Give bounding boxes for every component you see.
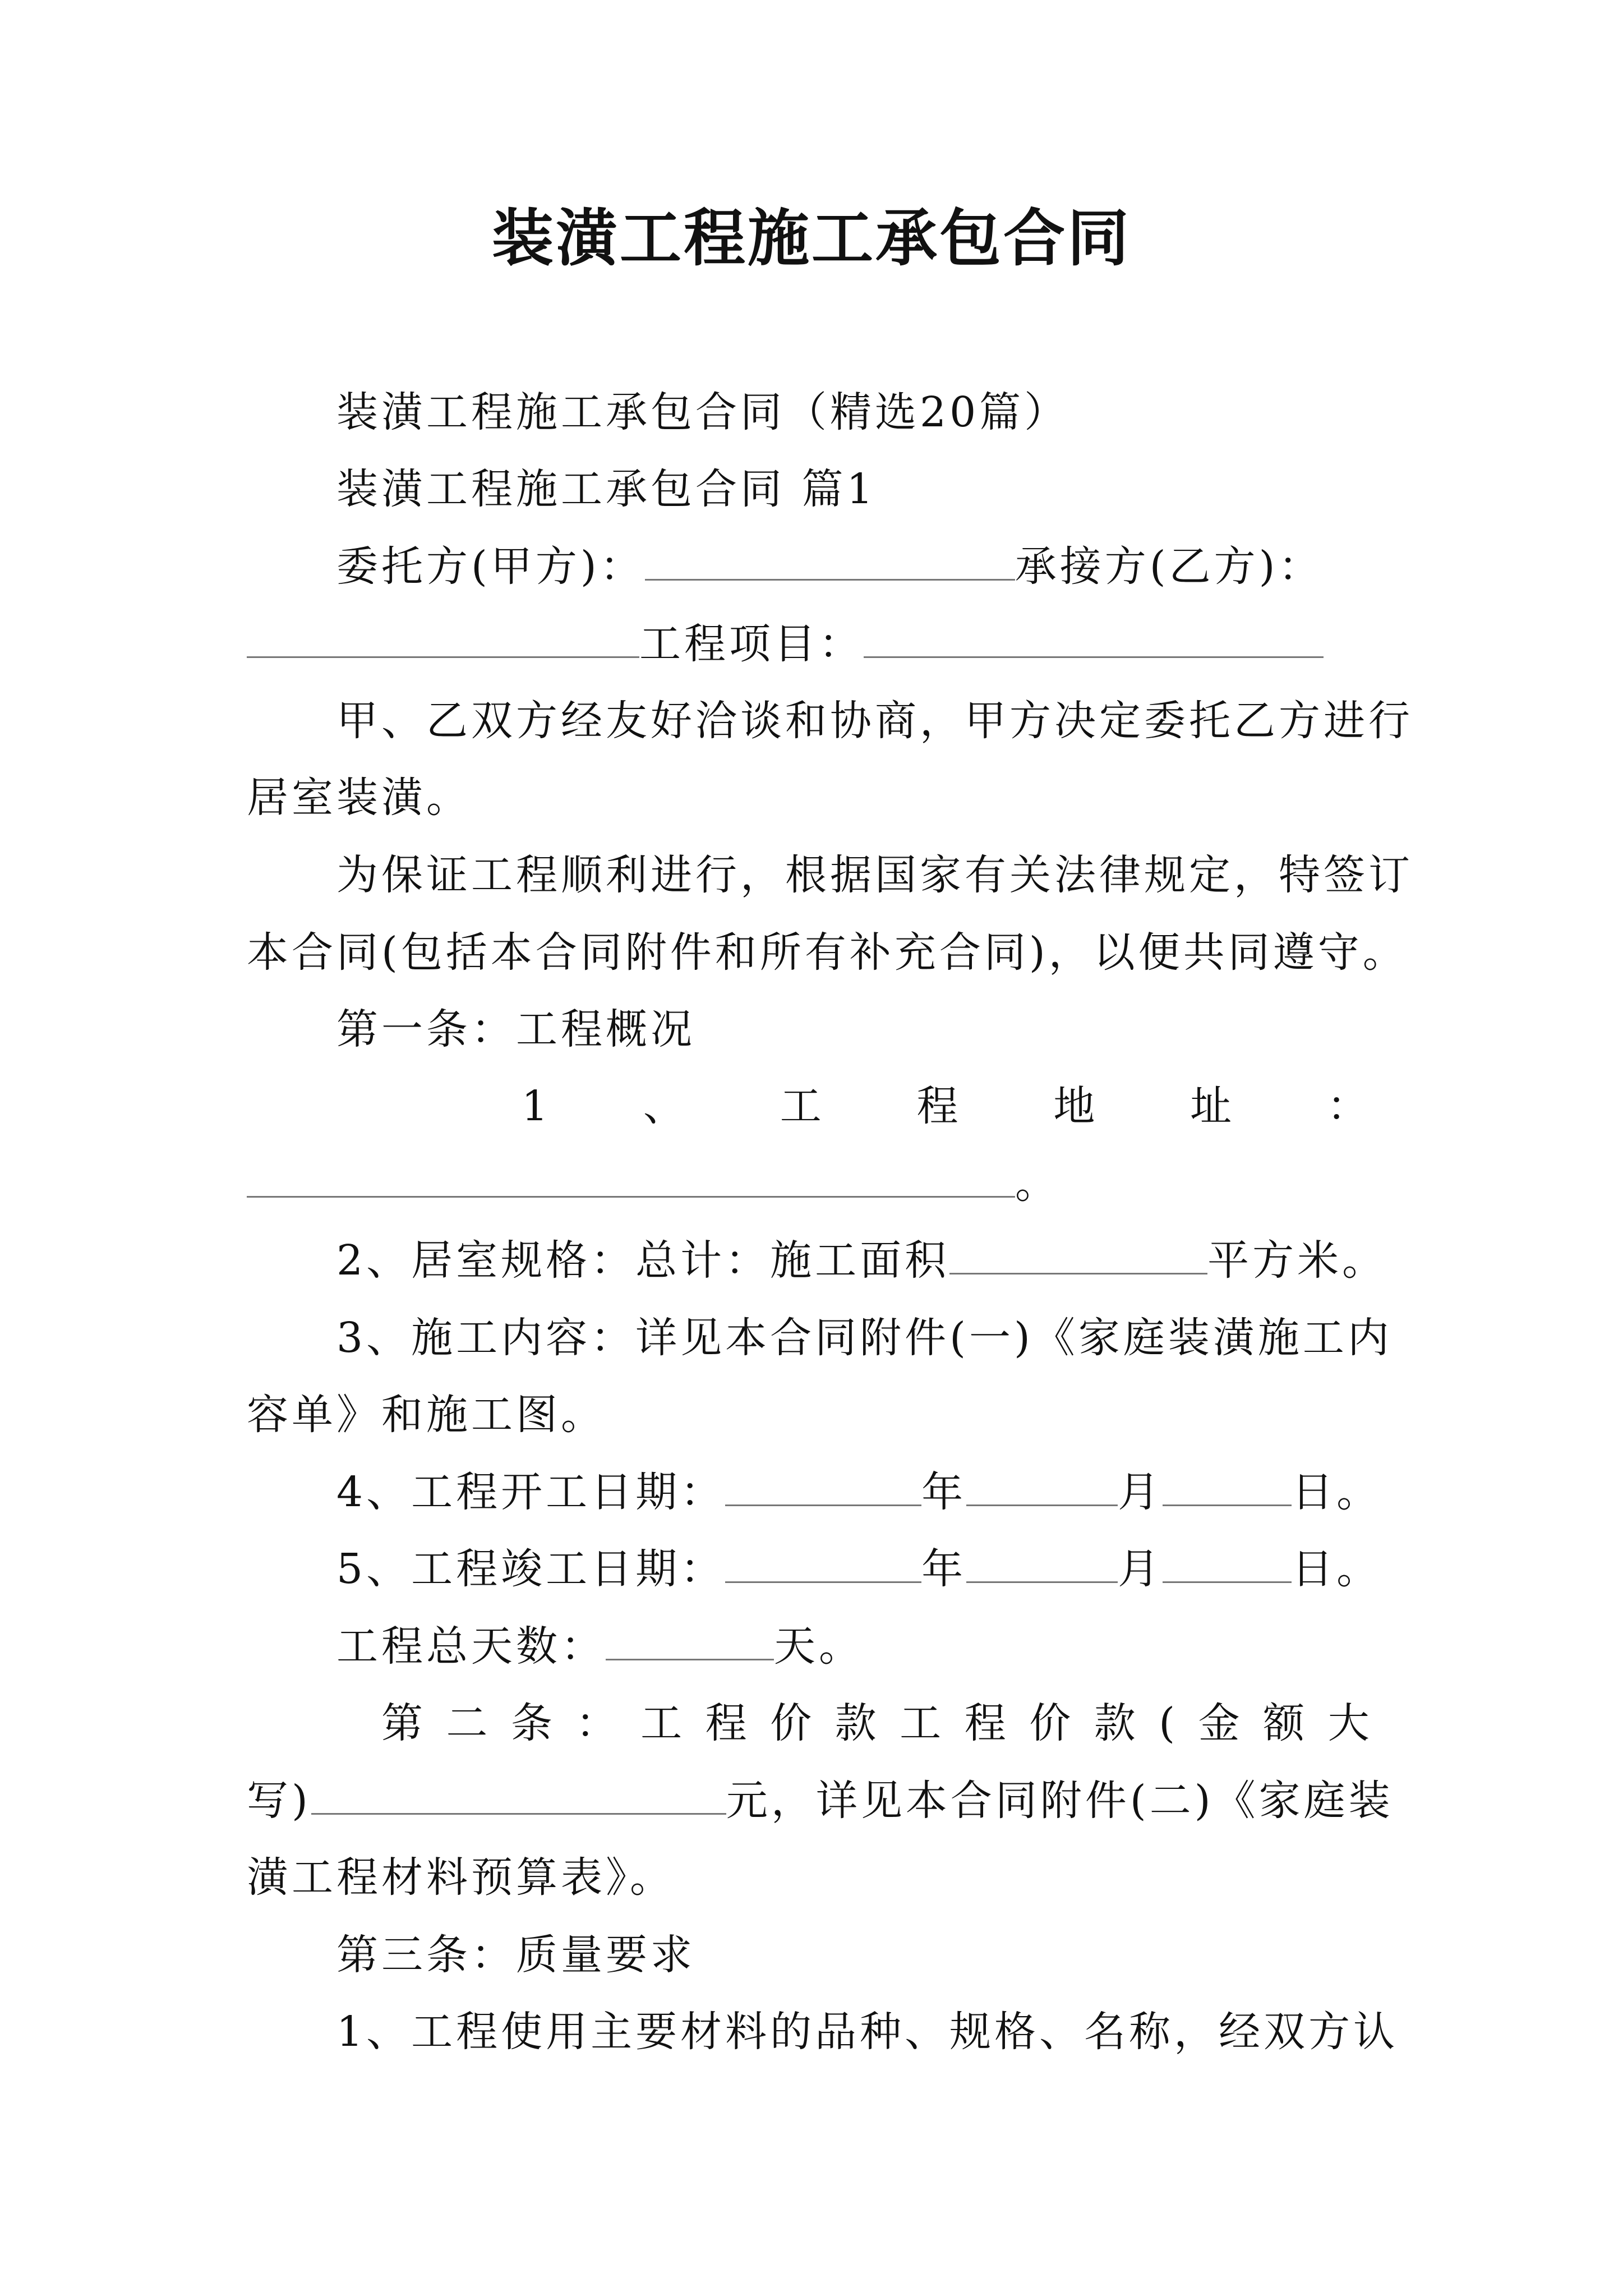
item-1-char: 、 bbox=[643, 1082, 685, 1130]
party-line bbox=[336, 539, 1324, 595]
address-blank[interactable] bbox=[247, 1157, 1015, 1198]
end-year-blank[interactable] bbox=[725, 1542, 921, 1583]
price-blank[interactable] bbox=[311, 1774, 726, 1815]
article-2-line-2 bbox=[247, 1773, 1394, 1829]
item-1-char: ： bbox=[1326, 1082, 1368, 1130]
project-line bbox=[247, 616, 1324, 672]
address-line bbox=[247, 1156, 1060, 1212]
article-2-line-3: 潢工程材料预算表》。 bbox=[247, 1853, 675, 1902]
article-3-heading: 第三条：质量要求 bbox=[336, 1931, 695, 1979]
article-2-line-1: 第 二 条 ： 工 程 价 款 工 程 价 款 ( 金 额 大 bbox=[381, 1699, 1375, 1747]
item-1-char: 地 bbox=[1053, 1082, 1095, 1130]
start-day-blank[interactable] bbox=[1163, 1465, 1292, 1506]
party-b-blank[interactable] bbox=[247, 617, 639, 658]
article-2-suffix: 元，详见本合同附件(二)《家庭装 bbox=[726, 1777, 1394, 1825]
total-days-line bbox=[336, 1618, 864, 1674]
item-2-suffix: 平方米。 bbox=[1207, 1236, 1387, 1285]
item-3-line-1: 3、施工内容：详见本合同附件(一)《家庭装潢施工内 bbox=[336, 1314, 1393, 1362]
total-days-suffix: 天。 bbox=[774, 1622, 864, 1671]
end-month-blank[interactable] bbox=[966, 1542, 1118, 1583]
area-blank[interactable] bbox=[949, 1234, 1207, 1274]
day-label: 日。 bbox=[1292, 1545, 1382, 1593]
total-days-label: 工程总天数： bbox=[336, 1622, 606, 1671]
year-label: 年 bbox=[921, 1545, 967, 1593]
party-a-blank[interactable] bbox=[645, 540, 1015, 581]
item-1-char: 1 bbox=[522, 1082, 548, 1130]
item-1-char: 工 bbox=[780, 1082, 822, 1130]
end-day-blank[interactable] bbox=[1163, 1542, 1292, 1583]
document-title: 装潢工程施工承包合同 bbox=[492, 202, 1131, 274]
start-year-blank[interactable] bbox=[725, 1465, 921, 1506]
project-label: 工程项目： bbox=[639, 620, 864, 668]
party-b-label: 承接方(乙方)： bbox=[1015, 542, 1324, 591]
paragraph-1-line-2: 居室装潢。 bbox=[247, 774, 471, 822]
month-label: 月 bbox=[1118, 1468, 1163, 1516]
day-label: 日。 bbox=[1292, 1468, 1382, 1516]
item-4-line bbox=[336, 1464, 1381, 1520]
item-2-line bbox=[336, 1232, 1387, 1289]
item-3-line-2: 容单》和施工图。 bbox=[247, 1391, 606, 1439]
start-date-label: 4、工程开工日期： bbox=[336, 1468, 726, 1516]
party-a-label: 委托方(甲方)： bbox=[336, 542, 645, 591]
total-days-blank[interactable] bbox=[606, 1619, 774, 1660]
end-date-label: 5、工程竣工日期： bbox=[336, 1545, 726, 1593]
item-1-char: 址 bbox=[1190, 1082, 1232, 1130]
project-blank[interactable] bbox=[864, 617, 1324, 658]
paragraph-2-line-1: 为保证工程顺利进行，根据国家有关法律规定，特签订 bbox=[336, 851, 1413, 899]
article-2-prefix: 写) bbox=[247, 1777, 311, 1825]
subtitle: 装潢工程施工承包合同（精选20篇） bbox=[336, 388, 1069, 436]
month-label: 月 bbox=[1118, 1545, 1163, 1593]
start-month-blank[interactable] bbox=[966, 1465, 1118, 1506]
year-label: 年 bbox=[921, 1468, 967, 1516]
section-heading: 装潢工程施工承包合同 篇1 bbox=[336, 465, 877, 513]
item-5-line bbox=[336, 1541, 1381, 1597]
paragraph-1-line-1: 甲、乙双方经友好洽谈和协商，甲方决定委托乙方进行 bbox=[336, 697, 1413, 745]
item-2-prefix: 2、居室规格：总计：施工面积 bbox=[336, 1236, 950, 1285]
article-1-heading: 第一条：工程概况 bbox=[336, 1005, 695, 1053]
article-3-item-1: 1、工程使用主要材料的品种、规格、名称，经双方认 bbox=[336, 2008, 1399, 2056]
item-1-line bbox=[0, 1078, 1623, 1134]
item-1-char: 程 bbox=[916, 1082, 958, 1130]
paragraph-2-line-2: 本合同(包括本合同附件和所有补充合同)，以便共同遵守。 bbox=[247, 928, 1408, 977]
address-end: 。 bbox=[1015, 1159, 1060, 1208]
